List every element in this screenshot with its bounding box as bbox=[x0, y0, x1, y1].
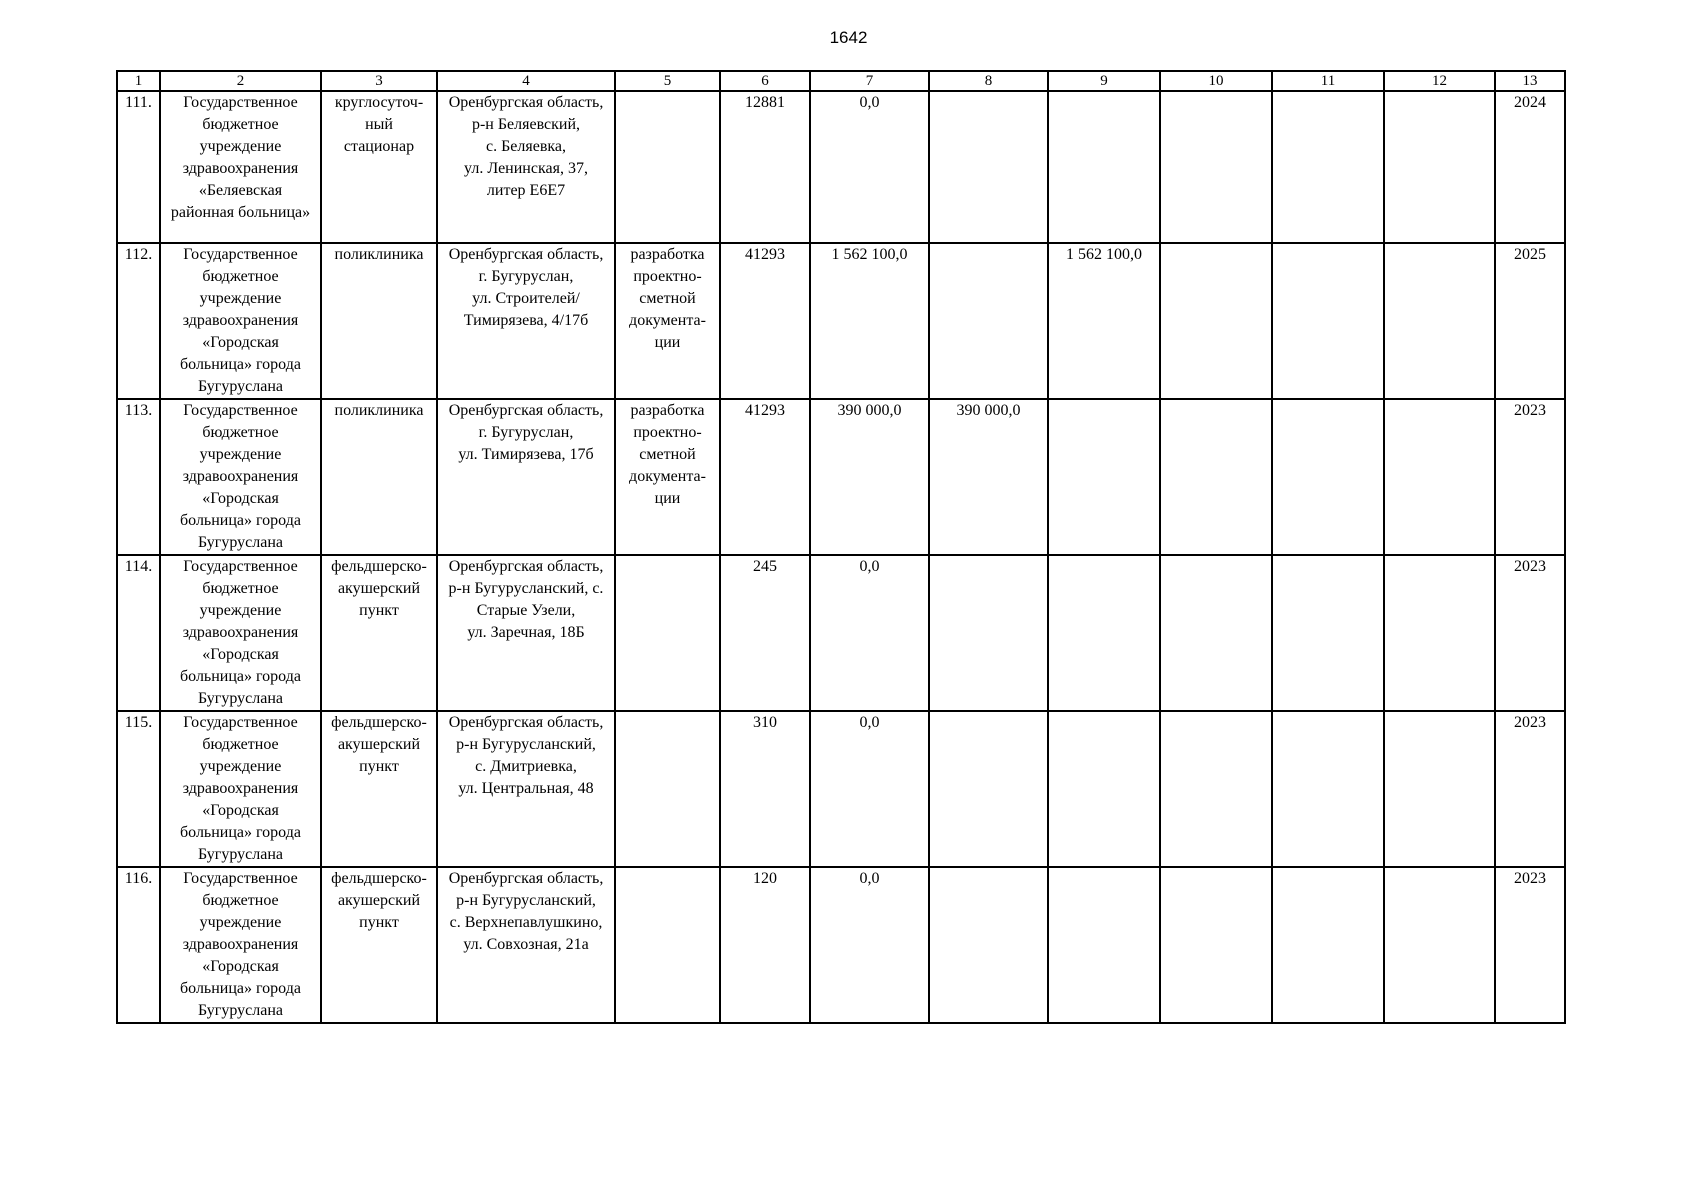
institution-name-line: учреждение bbox=[199, 602, 282, 619]
facility-type-line: фельдшерско- bbox=[331, 558, 427, 575]
institution-name bbox=[160, 243, 321, 399]
work-type bbox=[615, 243, 720, 399]
total-cost: 390 000,0 bbox=[810, 399, 929, 555]
cost-col-9 bbox=[1048, 711, 1160, 867]
table-row bbox=[117, 867, 1565, 1023]
cost-col-8 bbox=[929, 555, 1048, 711]
institution-name-line: «Городская bbox=[202, 802, 279, 819]
work-type-line: документа- bbox=[629, 312, 706, 329]
completion-year: 2025 bbox=[1495, 243, 1565, 399]
cost-col-9 bbox=[1048, 91, 1160, 243]
institution-name-line: «Городская bbox=[202, 958, 279, 975]
data-table bbox=[116, 70, 1566, 1024]
facility-address-line: Оренбургская область, bbox=[448, 714, 604, 731]
header-cell: 12 bbox=[1384, 71, 1495, 91]
total-cost: 0,0 bbox=[810, 91, 929, 243]
facility-address-line: р-н Беляевский, bbox=[471, 116, 581, 133]
institution-name-line: районная больница» bbox=[170, 204, 311, 221]
work-type-line: сметной bbox=[639, 446, 696, 463]
work-type bbox=[615, 91, 720, 243]
row-number: 114. bbox=[117, 555, 160, 711]
cost-col-10 bbox=[1160, 867, 1272, 1023]
cost-col-12 bbox=[1384, 867, 1495, 1023]
facility-address bbox=[437, 399, 615, 555]
facility-address-line: р-н Бугурусланский, с. bbox=[448, 580, 604, 597]
header-cell: 5 bbox=[615, 71, 720, 91]
cost-col-12 bbox=[1384, 91, 1495, 243]
cost-col-11 bbox=[1272, 711, 1384, 867]
row-number: 111. bbox=[117, 91, 160, 243]
facility-address-line: литер Е6Е7 bbox=[486, 182, 566, 199]
table-row bbox=[117, 91, 1565, 243]
facility-address-line: ул. Центральная, 48 bbox=[458, 780, 594, 797]
institution-name-line: Государственное bbox=[183, 558, 298, 575]
header-cell: 10 bbox=[1160, 71, 1272, 91]
institution-name-line: Государственное bbox=[183, 870, 298, 887]
institution-name-line: здравоохранения bbox=[182, 160, 299, 177]
completion-year: 2023 bbox=[1495, 399, 1565, 555]
institution-name-line: Бугуруслана bbox=[198, 534, 283, 551]
row-number: 113. bbox=[117, 399, 160, 555]
institution-name-line: здравоохранения bbox=[182, 312, 299, 329]
cost-col-10 bbox=[1160, 555, 1272, 711]
facility-address-line: ул. Ленинская, 37, bbox=[464, 160, 588, 177]
institution-name-line: больница» города bbox=[180, 668, 301, 685]
institution-name-line: Государственное bbox=[183, 94, 298, 111]
header-cell: 1 bbox=[117, 71, 160, 91]
facility-address bbox=[437, 91, 615, 243]
completion-year: 2023 bbox=[1495, 867, 1565, 1023]
work-type-line: проектно- bbox=[633, 268, 702, 285]
area-value: 41293 bbox=[720, 243, 810, 399]
cost-col-8: 390 000,0 bbox=[929, 399, 1048, 555]
institution-name-line: «Городская bbox=[202, 490, 279, 507]
cost-col-10 bbox=[1160, 711, 1272, 867]
facility-address-line: Оренбургская область, bbox=[448, 870, 604, 887]
institution-name-line: Государственное bbox=[183, 246, 298, 263]
facility-address-line: ул. Строителей/ bbox=[472, 290, 580, 307]
facility-type-line: круглосуточ- bbox=[334, 94, 424, 111]
total-cost: 0,0 bbox=[810, 711, 929, 867]
institution-name bbox=[160, 399, 321, 555]
institution-name-line: «Городская bbox=[202, 646, 279, 663]
completion-year: 2024 bbox=[1495, 91, 1565, 243]
institution-name bbox=[160, 91, 321, 243]
institution-name-line: здравоохранения bbox=[182, 780, 299, 797]
completion-year: 2023 bbox=[1495, 555, 1565, 711]
institution-name bbox=[160, 711, 321, 867]
institution-name-line: учреждение bbox=[199, 290, 282, 307]
facility-type bbox=[321, 555, 437, 711]
facility-type bbox=[321, 867, 437, 1023]
cost-col-10 bbox=[1160, 91, 1272, 243]
area-value: 12881 bbox=[720, 91, 810, 243]
cost-col-9: 1 562 100,0 bbox=[1048, 243, 1160, 399]
institution-name-line: здравоохранения bbox=[182, 624, 299, 641]
facility-address bbox=[437, 711, 615, 867]
institution-name-line: больница» города bbox=[180, 512, 301, 529]
facility-type-line: пункт bbox=[359, 758, 399, 775]
header-cell: 6 bbox=[720, 71, 810, 91]
work-type-line: документа- bbox=[629, 468, 706, 485]
facility-address-line: р-н Бугурусланский, bbox=[456, 736, 596, 753]
facility-address-line: ул. Тимирязева, 17б bbox=[458, 446, 594, 463]
cost-col-8 bbox=[929, 243, 1048, 399]
cost-col-12 bbox=[1384, 399, 1495, 555]
facility-address-line: Оренбургская область, bbox=[448, 246, 604, 263]
cost-col-9 bbox=[1048, 399, 1160, 555]
facility-type-line: фельдшерско- bbox=[331, 870, 427, 887]
cost-col-8 bbox=[929, 867, 1048, 1023]
institution-name-line: учреждение bbox=[199, 138, 282, 155]
row-number: 116. bbox=[117, 867, 160, 1023]
cost-col-12 bbox=[1384, 555, 1495, 711]
facility-type bbox=[321, 91, 437, 243]
row-number: 112. bbox=[117, 243, 160, 399]
header-cell: 9 bbox=[1048, 71, 1160, 91]
institution-name-line: бюджетное bbox=[202, 268, 279, 285]
facility-type-line: акушерский bbox=[337, 736, 421, 753]
facility-address-line: ул. Совхозная, 21а bbox=[463, 936, 589, 953]
facility-address-line: ул. Заречная, 18Б bbox=[467, 624, 585, 641]
cost-col-9 bbox=[1048, 555, 1160, 711]
facility-type-line: стационар bbox=[343, 138, 415, 155]
facility-type-line: поликлиника bbox=[334, 246, 424, 263]
cost-col-9 bbox=[1048, 867, 1160, 1023]
area-value: 245 bbox=[720, 555, 810, 711]
work-type bbox=[615, 867, 720, 1023]
facility-type-line: акушерский bbox=[337, 892, 421, 909]
table-row bbox=[117, 399, 1565, 555]
facility-address-line: с. Беляевка, bbox=[485, 138, 567, 155]
institution-name-line: бюджетное bbox=[202, 116, 279, 133]
table-row bbox=[117, 243, 1565, 399]
facility-address-line: с. Верхнепавлушкино, bbox=[449, 914, 603, 931]
facility-type bbox=[321, 399, 437, 555]
work-type-line: разработка bbox=[630, 402, 705, 419]
header-cell: 13 bbox=[1495, 71, 1565, 91]
work-type bbox=[615, 711, 720, 867]
institution-name-line: бюджетное bbox=[202, 736, 279, 753]
institution-name-line: Бугуруслана bbox=[198, 378, 283, 395]
facility-address-line: Оренбургская область, bbox=[448, 402, 604, 419]
institution-name-line: больница» города bbox=[180, 824, 301, 841]
cost-col-11 bbox=[1272, 555, 1384, 711]
facility-type-line: ный bbox=[365, 116, 393, 133]
area-value: 310 bbox=[720, 711, 810, 867]
facility-address bbox=[437, 867, 615, 1023]
institution-name-line: здравоохранения bbox=[182, 468, 299, 485]
institution-name-line: Государственное bbox=[183, 714, 298, 731]
facility-type-line: пункт bbox=[359, 602, 399, 619]
area-value: 120 bbox=[720, 867, 810, 1023]
cost-col-12 bbox=[1384, 711, 1495, 867]
cost-col-10 bbox=[1160, 399, 1272, 555]
facility-address bbox=[437, 555, 615, 711]
header-cell: 2 bbox=[160, 71, 321, 91]
table-header-row bbox=[117, 71, 1565, 91]
page-number: 1642 bbox=[829, 28, 868, 47]
work-type-line: ции bbox=[654, 334, 681, 351]
completion-year: 2023 bbox=[1495, 711, 1565, 867]
institution-name-line: бюджетное bbox=[202, 580, 279, 597]
header-cell: 3 bbox=[321, 71, 437, 91]
cost-col-11 bbox=[1272, 243, 1384, 399]
facility-type-line: поликлиника bbox=[334, 402, 424, 419]
work-type bbox=[615, 399, 720, 555]
institution-name-line: Бугуруслана bbox=[198, 690, 283, 707]
facility-type-line: фельдшерско- bbox=[331, 714, 427, 731]
area-value: 41293 bbox=[720, 399, 810, 555]
institution-name-line: больница» города bbox=[180, 980, 301, 997]
work-type-line: ции bbox=[654, 490, 681, 507]
facility-address bbox=[437, 243, 615, 399]
cost-col-8 bbox=[929, 711, 1048, 867]
institution-name-line: больница» города bbox=[180, 356, 301, 373]
facility-address-line: Старые Узели, bbox=[476, 602, 576, 619]
facility-address-line: Оренбургская область, bbox=[448, 94, 604, 111]
institution-name-line: бюджетное bbox=[202, 424, 279, 441]
header-cell: 8 bbox=[929, 71, 1048, 91]
facility-address-line: г. Бугуруслан, bbox=[478, 268, 574, 285]
institution-name-line: «Городская bbox=[202, 334, 279, 351]
cost-col-10 bbox=[1160, 243, 1272, 399]
total-cost: 0,0 bbox=[810, 867, 929, 1023]
header-cell: 11 bbox=[1272, 71, 1384, 91]
header-cell: 4 bbox=[437, 71, 615, 91]
institution-name-line: «Беляевская bbox=[198, 182, 283, 199]
facility-type-line: пункт bbox=[359, 914, 399, 931]
row-number: 115. bbox=[117, 711, 160, 867]
institution-name-line: учреждение bbox=[199, 758, 282, 775]
work-type-line: сметной bbox=[639, 290, 696, 307]
total-cost: 0,0 bbox=[810, 555, 929, 711]
work-type-line: разработка bbox=[630, 246, 705, 263]
cost-col-12 bbox=[1384, 243, 1495, 399]
cost-col-11 bbox=[1272, 399, 1384, 555]
table-row bbox=[117, 555, 1565, 711]
facility-type bbox=[321, 243, 437, 399]
work-type-line: проектно- bbox=[633, 424, 702, 441]
facility-address-line: с. Дмитриевка, bbox=[475, 758, 577, 775]
cost-col-8 bbox=[929, 91, 1048, 243]
institution-name-line: Бугуруслана bbox=[198, 1002, 283, 1019]
header-cell: 7 bbox=[810, 71, 929, 91]
cost-col-11 bbox=[1272, 867, 1384, 1023]
total-cost: 1 562 100,0 bbox=[810, 243, 929, 399]
facility-address-line: Оренбургская область, bbox=[448, 558, 604, 575]
table-row bbox=[117, 711, 1565, 867]
facility-type-line: акушерский bbox=[337, 580, 421, 597]
institution-name-line: здравоохранения bbox=[182, 936, 299, 953]
institution-name-line: Бугуруслана bbox=[198, 846, 283, 863]
facility-type bbox=[321, 711, 437, 867]
facility-address-line: р-н Бугурусланский, bbox=[456, 892, 596, 909]
institution-name-line: учреждение bbox=[199, 914, 282, 931]
work-type bbox=[615, 555, 720, 711]
institution-name-line: бюджетное bbox=[202, 892, 279, 909]
cost-col-11 bbox=[1272, 91, 1384, 243]
facility-address-line: Тимирязева, 4/17б bbox=[463, 312, 589, 329]
institution-name-line: учреждение bbox=[199, 446, 282, 463]
institution-name bbox=[160, 867, 321, 1023]
institution-name-line: Государственное bbox=[183, 402, 298, 419]
facility-address-line: г. Бугуруслан, bbox=[478, 424, 574, 441]
institution-name bbox=[160, 555, 321, 711]
